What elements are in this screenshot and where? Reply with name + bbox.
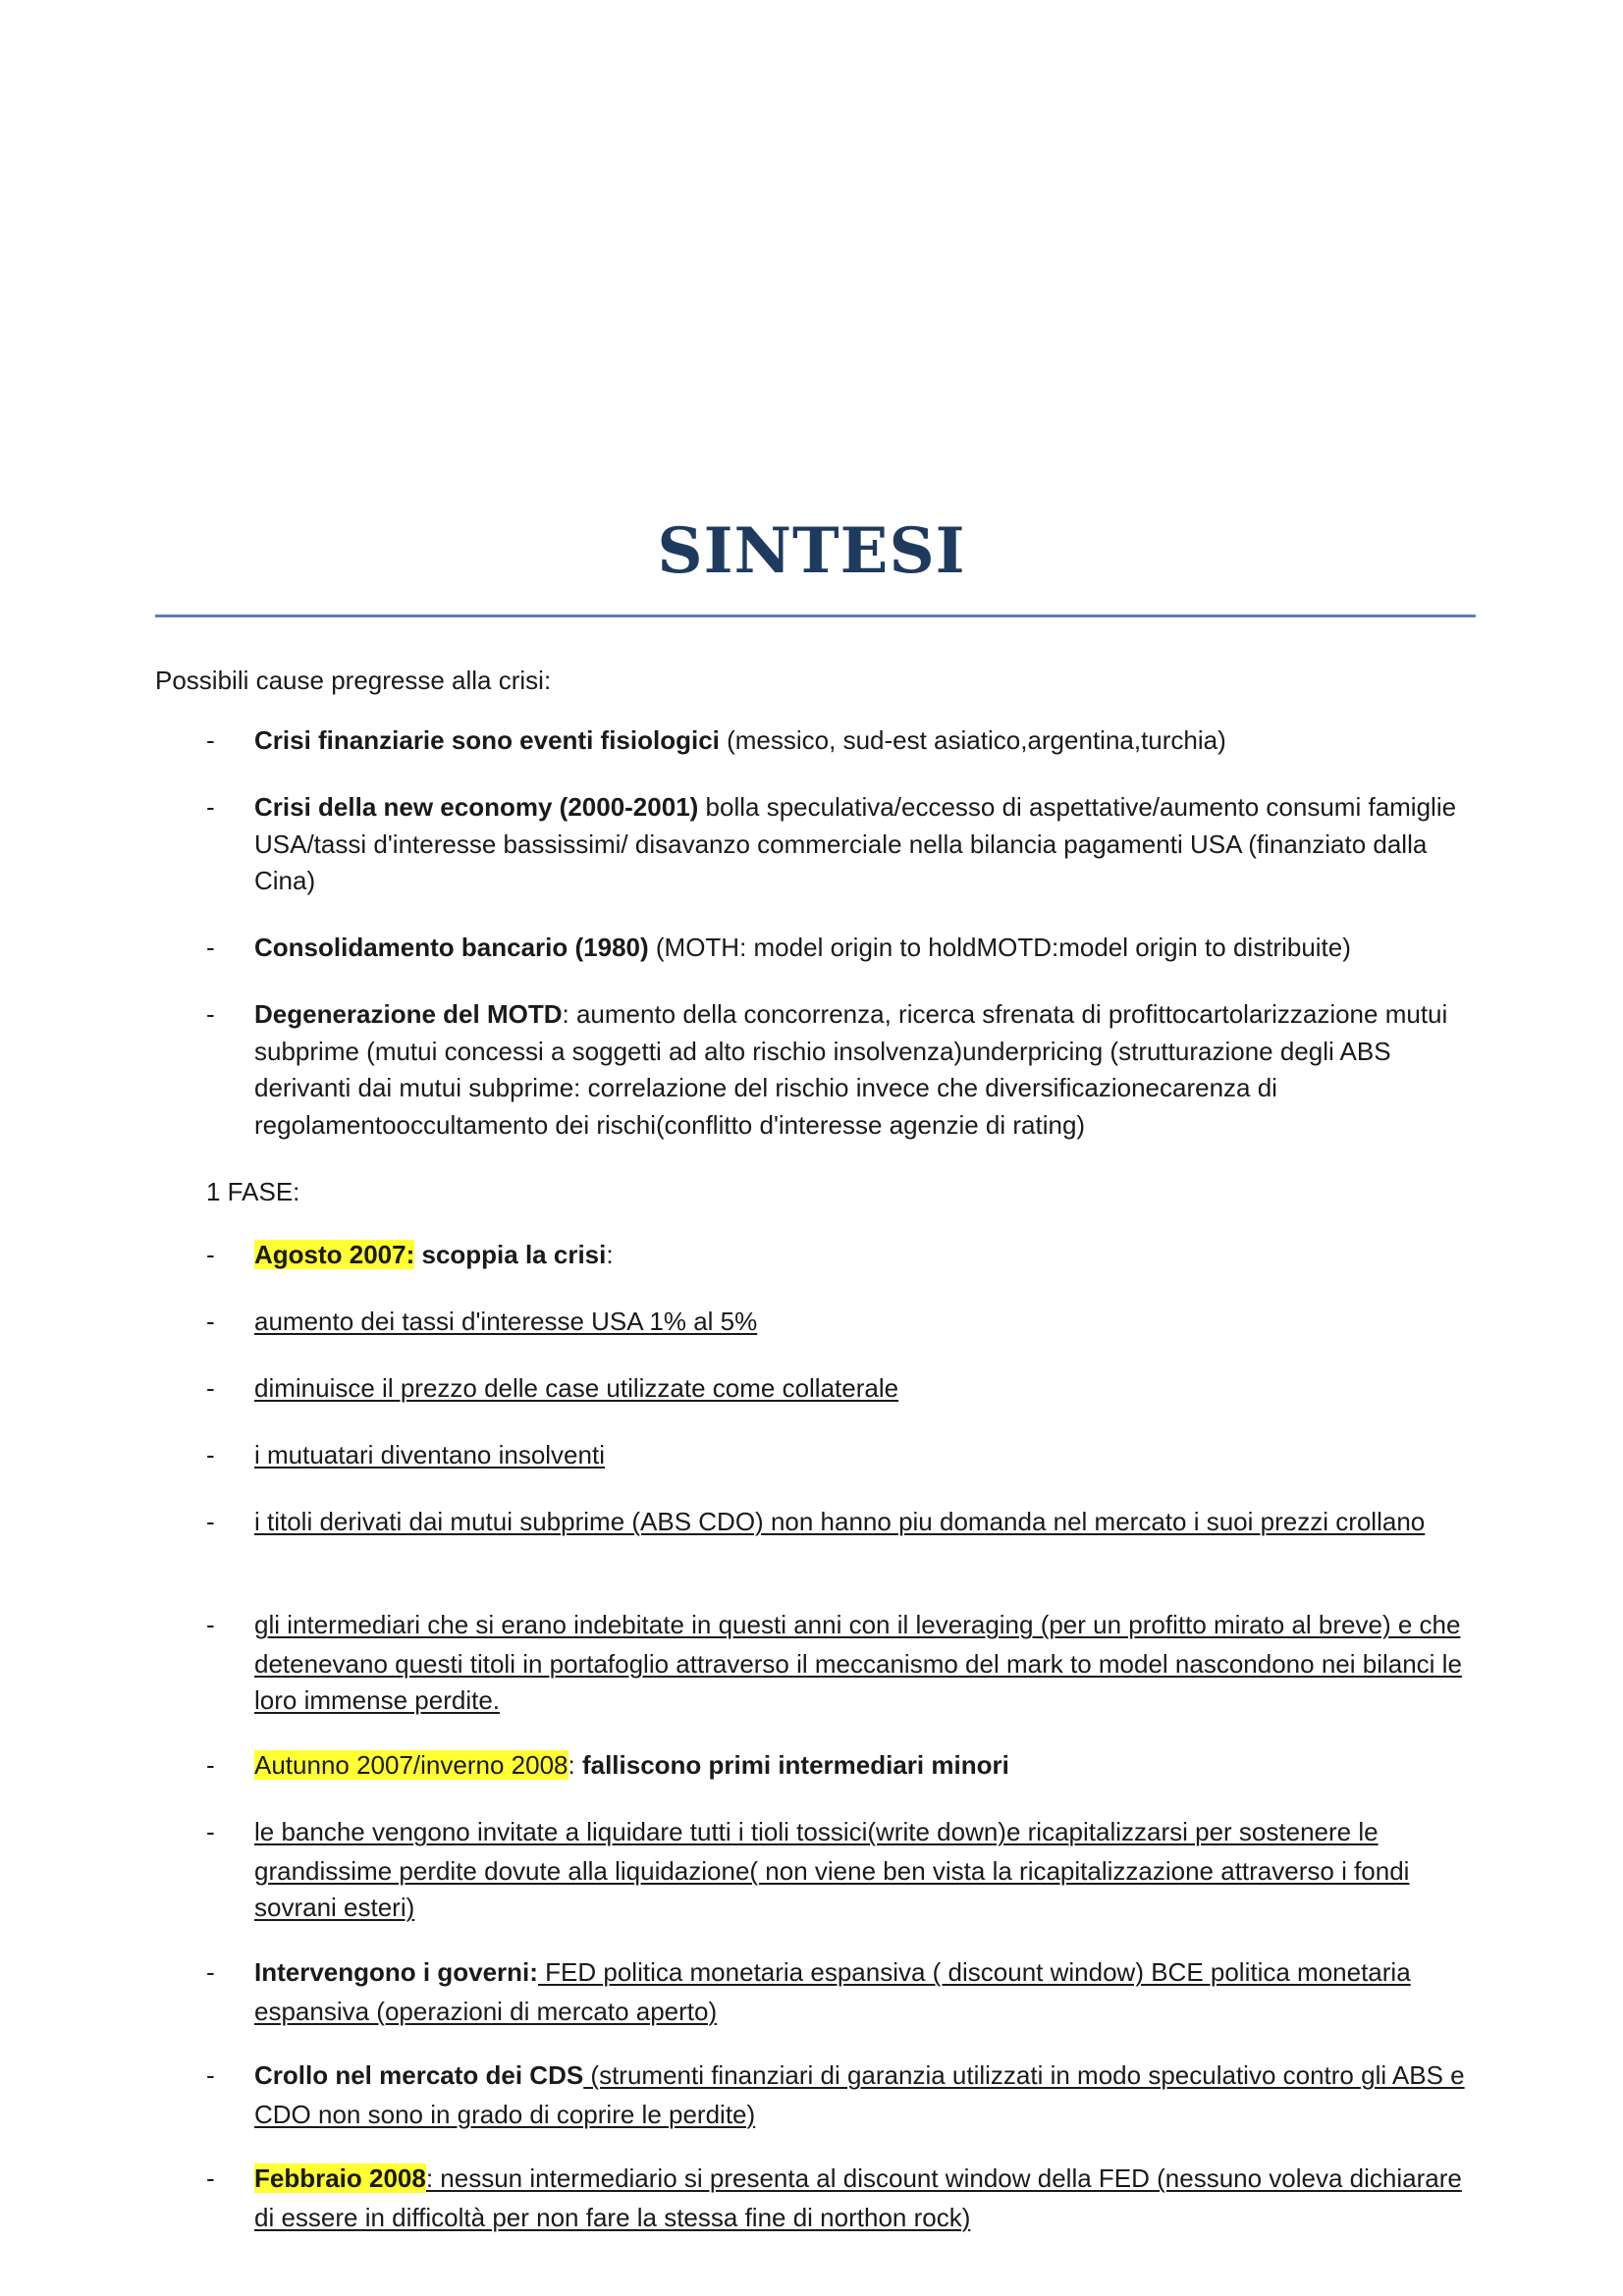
event-text [254,1304,1482,1343]
event-rest: : [606,1240,614,1269]
list-dash: - [206,999,215,1029]
cause-rest: (MOTH: model origin to holdMOTD:model origin to distribuite) [648,933,1351,962]
page-title: SINTESI [657,514,966,588]
list-dash: - [206,1610,215,1639]
cause-bold: Degenerazione del MOTD [254,999,563,1029]
phase-heading: 1 FASE: [206,1177,300,1206]
event-text [254,1954,1482,2030]
list-dash: - [206,792,215,822]
event-rest: gli intermediari che si erano indebitate in questi anni con il leveraging (per un profitto mirato al breve) e che detenevano questi titoli in portafoglio attraverso il meccanismo del mark to model nascondono nei bilanci le loro immense perdite. [254,1610,1462,1715]
title-underline [155,614,1476,617]
cause-text [254,996,1482,1144]
list-dash: - [206,933,215,962]
event-rest: le banche vengono invitate a liquidare tutti i tioli tossici(write down)e ricapitalizzarsi per sostenere le grandissime perdite dovute alla liquidazione( non viene ben vista la ricapitalizzazione attraverso i fondi sovrani esteri) [254,1817,1410,1922]
event-rest: i mutuatari diventano insolventi [254,1440,605,1469]
list-dash: - [206,725,215,755]
event-bold: Crollo nel mercato dei CDS [254,2060,584,2090]
event-bold: Intervengono i governi: [254,1957,538,1987]
date-highlight: Autunno 2007/inverno 2008 [254,1750,568,1780]
list-dash: - [206,1817,215,1846]
list-dash: - [206,2060,215,2090]
event-rest: aumento dei tassi d'interesse USA 1% al 5% [254,1307,758,1336]
event-rest: : [568,1750,582,1780]
event-bold: scoppia la crisi [414,1240,607,1269]
event-rest: : nessun intermediario si presenta al discount window della FED (nessuno voleva dichiarare di essere in difficoltà per non fare la stessa fine di northon rock) [254,2163,1462,2232]
event-text [254,2057,1482,2133]
event-rest: diminuisce il prezzo delle case utilizzate come collaterale [254,1373,899,1403]
list-dash: - [206,1373,215,1403]
list-dash: - [206,1957,215,1987]
cause-rest: : aumento della concorrenza, ricerca sfrenata di profittocartolarizzazione mutui subprime (mutui concessi a soggetti ad alto rischio insolvenza)underpricing (strutturazione degli ABS derivanti dai mutui subprime: correlazione del rischio invece che diversificazionecarenza di regolamentooccultamento dei rischi(conflitto d'interesse agenzie di rating) [254,999,1448,1140]
date-highlight: Agosto 2007: [254,1240,415,1269]
date-highlight: Febbraio 2008 [254,2163,426,2193]
event-text [254,1437,1482,1476]
intro-paragraph: Possibili cause pregresse alla crisi: [155,666,552,695]
event-text [254,1237,1482,1274]
event-rest: FED politica monetaria espansiva ( discount window) BCE politica monetaria espansiva (operazioni di mercato aperto) [254,1957,1411,2026]
cause-bold: Consolidamento bancario (1980) [254,933,649,962]
event-text [254,1814,1482,1927]
event-rest: (strumenti finanziari di garanzia utilizzati in modo speculativo contro gli ABS e CDO non sono in grado di coprire le perdite) [254,2060,1465,2129]
event-bold: falliscono primi intermediari minori [581,1750,1009,1780]
event-text [254,1504,1482,1543]
cause-rest: bolla speculativa/eccesso di aspettative/aumento consumi famiglie USA/tassi d'interesse bassissimi/ disavanzo commerciale nella bilancia pagamenti USA (finanziato dalla Cina) [254,792,1457,895]
event-rest: i titoli derivati dai mutui subprime (ABS CDO) non hanno piu domanda nel mercato i suoi prezzi crollano [254,1507,1426,1536]
list-dash: - [206,1507,215,1536]
cause-bold: Crisi della new economy (2000-2001) [254,792,699,822]
cause-text [254,789,1482,900]
list-dash: - [206,2163,215,2193]
list-dash: - [206,1750,215,1780]
cause-rest: (messico, sud-est asiatico,argentina,turchia) [719,725,1226,755]
event-text [254,1607,1482,1720]
cause-bold: Crisi finanziarie sono eventi fisiologici [254,725,720,755]
list-dash: - [206,1240,215,1269]
event-text [254,1370,1482,1410]
list-dash: - [206,1440,215,1469]
cause-text [254,722,1482,760]
event-text [254,1747,1482,1785]
list-dash: - [206,1307,215,1336]
event-text [254,2161,1482,2236]
cause-text [254,930,1482,967]
